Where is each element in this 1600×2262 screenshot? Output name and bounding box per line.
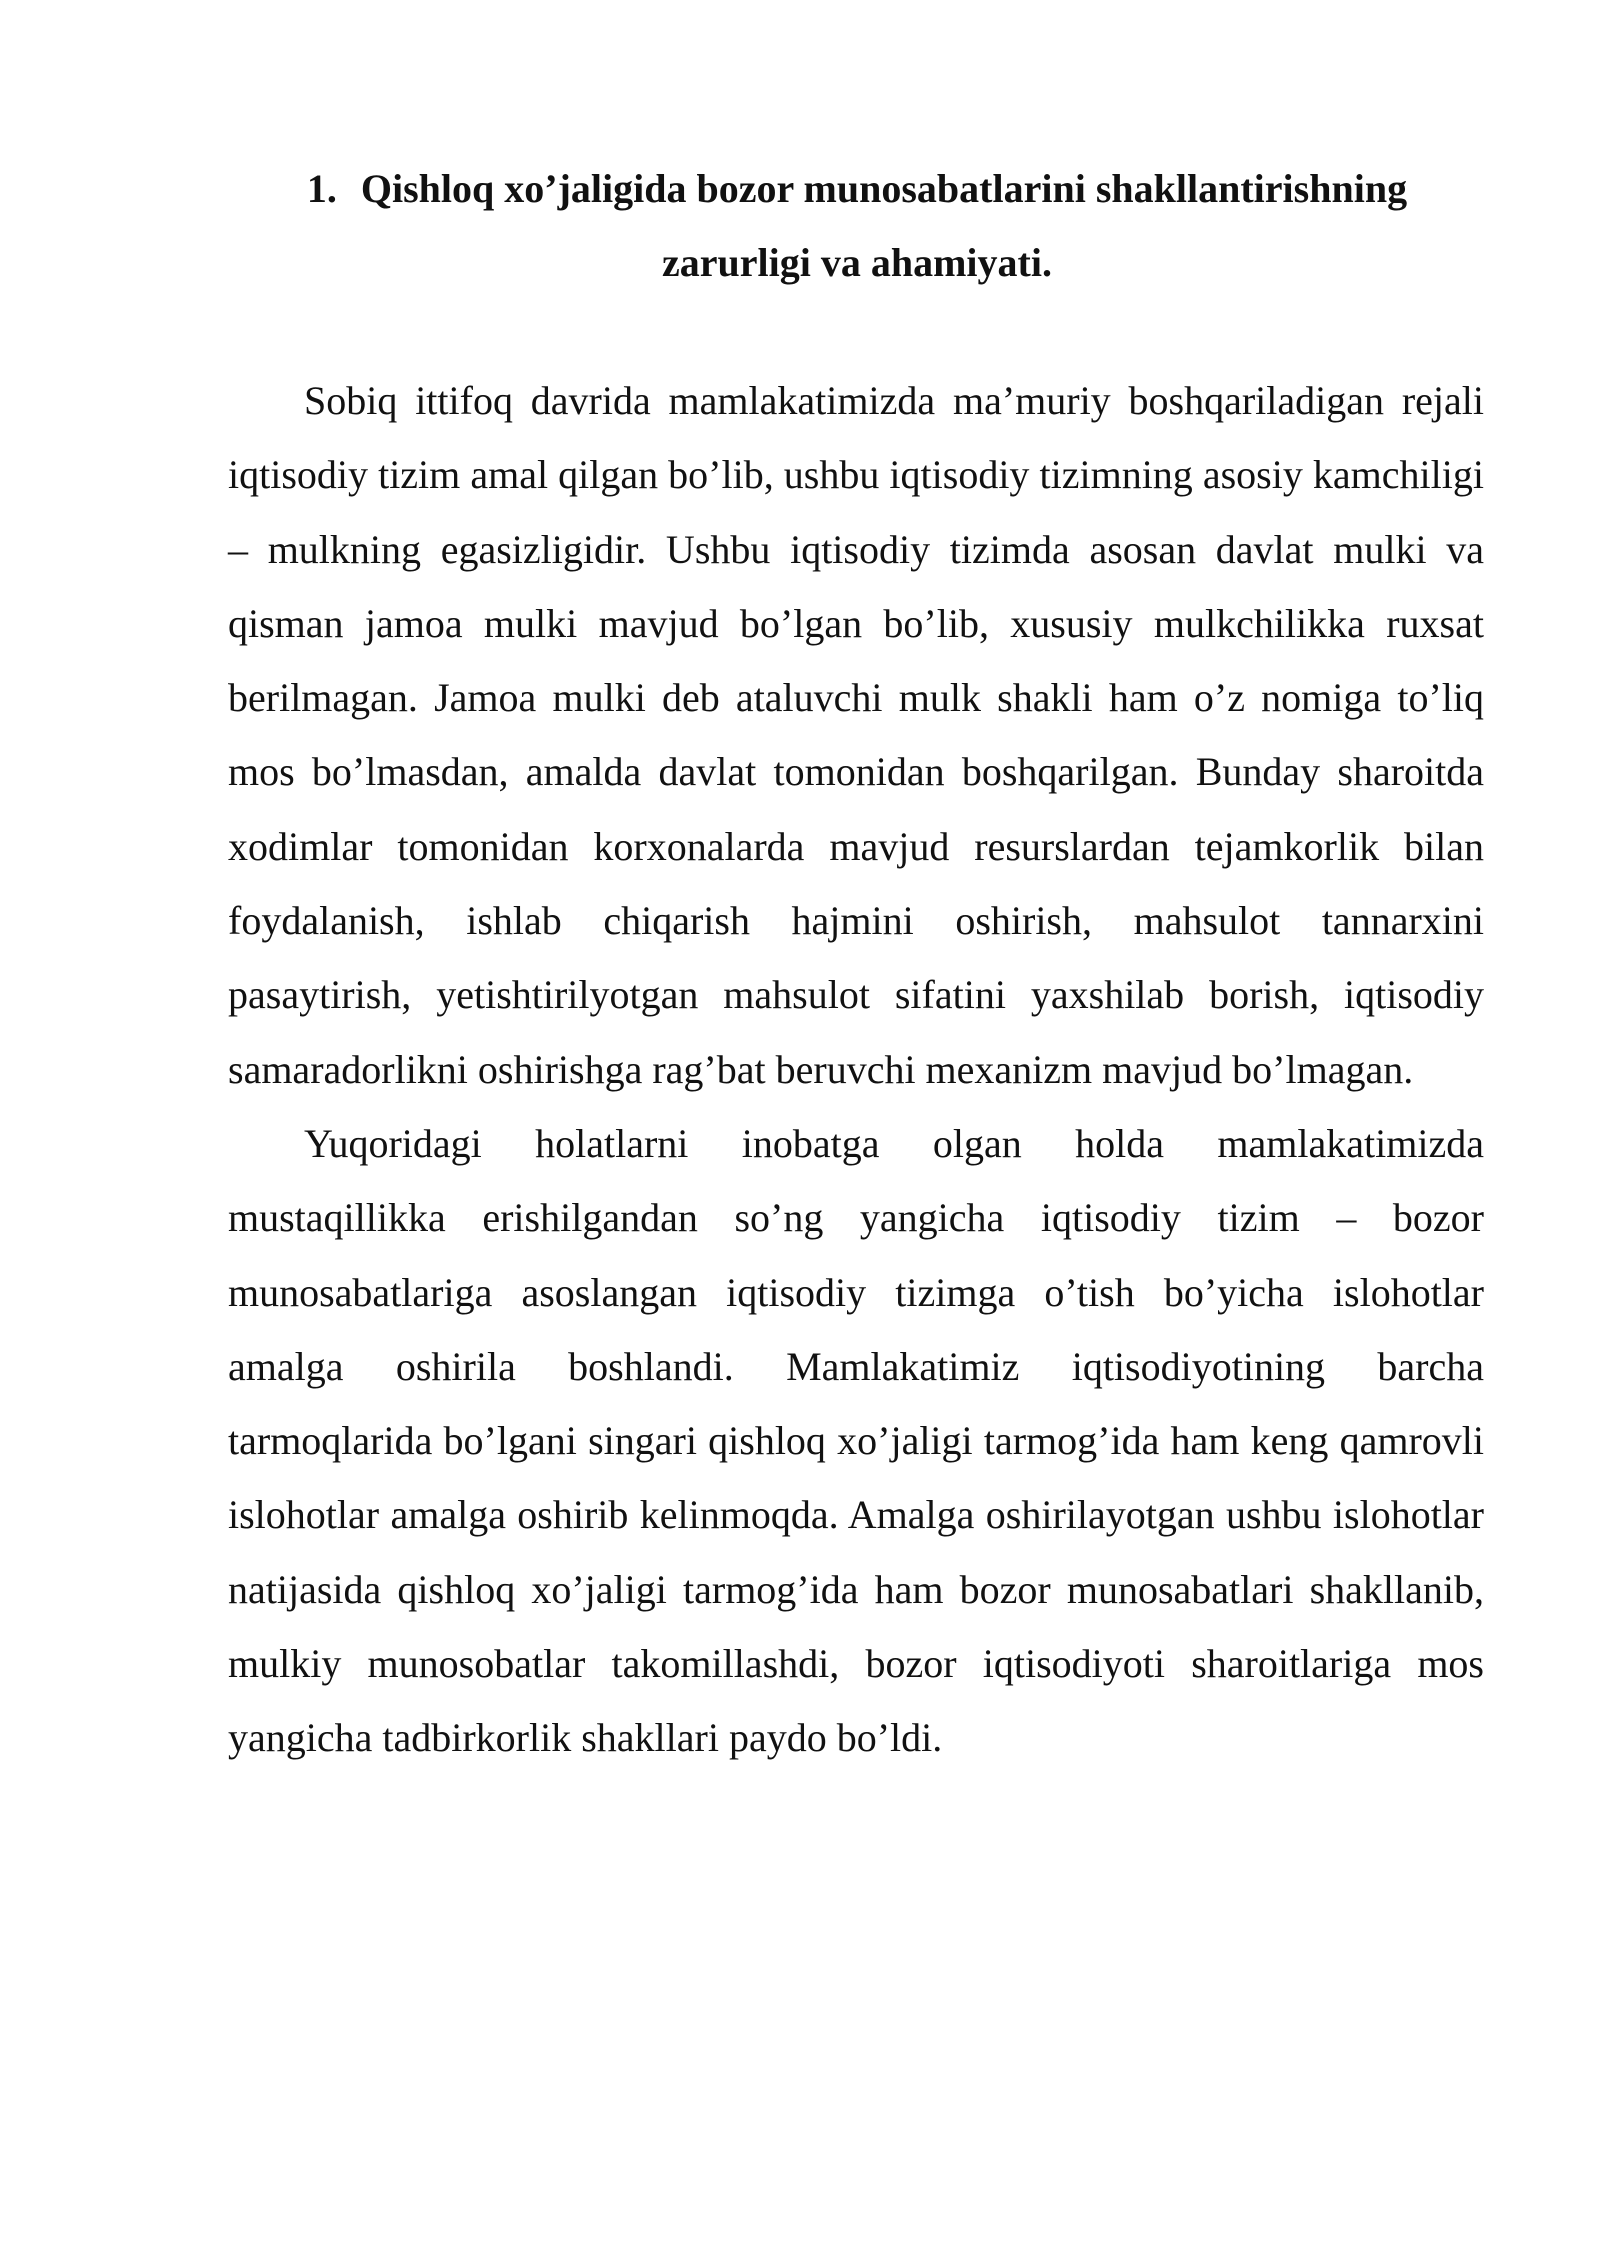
paragraph: Yuqoridagi holatlarni inobatga olgan holda mamlakatimizda mustaqillikka erishilgandan so’ng yangicha iqtisodiy tizim – bozor munosabatlariga asoslangan iqtisodiy tizimga o’tish bo’yicha islohotlar amalga oshirila boshlandi. Mamlakatimiz iqtisodiyotining barcha tarmoqlarida bo’lgani singari qishloq xo’jaligi tarmog’ida ham keng qamrovli islohotlar amalga oshirib kelinmoqda. Amalga oshirilayotgan ushbu islohotlar natijasida qishloq xo’jaligi tarmog’ida ham bozor munosabatlari shakllanib, mulkiy munosobatlar takomillashdi, bozor iqtisodiyoti sharoitlariga mos yangicha tadbirkorlik shakllari paydo bo’ldi.	[228, 1120, 1484, 1761]
section-heading	[228, 152, 1486, 300]
body-text	[228, 364, 1484, 1776]
section-number: 1.	[306, 166, 337, 211]
paragraph: Sobiq ittifoq davrida mamlakatimizda ma’muriy boshqariladigan rejali iqtisodiy tizim amal qilgan bo’lib, ushbu iqtisodiy tizimning asosiy kamchiligi – mulkning egasizligidir. Ushbu iqtisodiy tizimda asosan davlat mulki va qisman jamoa mulki mavjud bo’lgan bo’lib, xususiy mulkchilikka ruxsat berilmagan. Jamoa mulki deb ataluvchi mulk shakli ham o’z nomiga to’liq mos bo’lmasdan, amalda davlat tomonidan boshqarilgan. Bunday sharoitda xodimlar tomonidan korxonalarda mavjud resurslardan tejamkorlik bilan foydalanish, ishlab chiqarish hajmini oshirish, mahsulot tannarxini pasaytirish, yetishtirilyotgan mahsulot sifatini yaxshilab borish, iqtisodiy samaradorlikni oshirishga rag’bat beruvchi mexanizm mavjud bo’lmagan.	[228, 378, 1484, 1092]
section-title: Qishloq xo’jaligida bozor munosabatlarini shakllantirishning zarurligi va ahamiyati.	[360, 166, 1408, 285]
